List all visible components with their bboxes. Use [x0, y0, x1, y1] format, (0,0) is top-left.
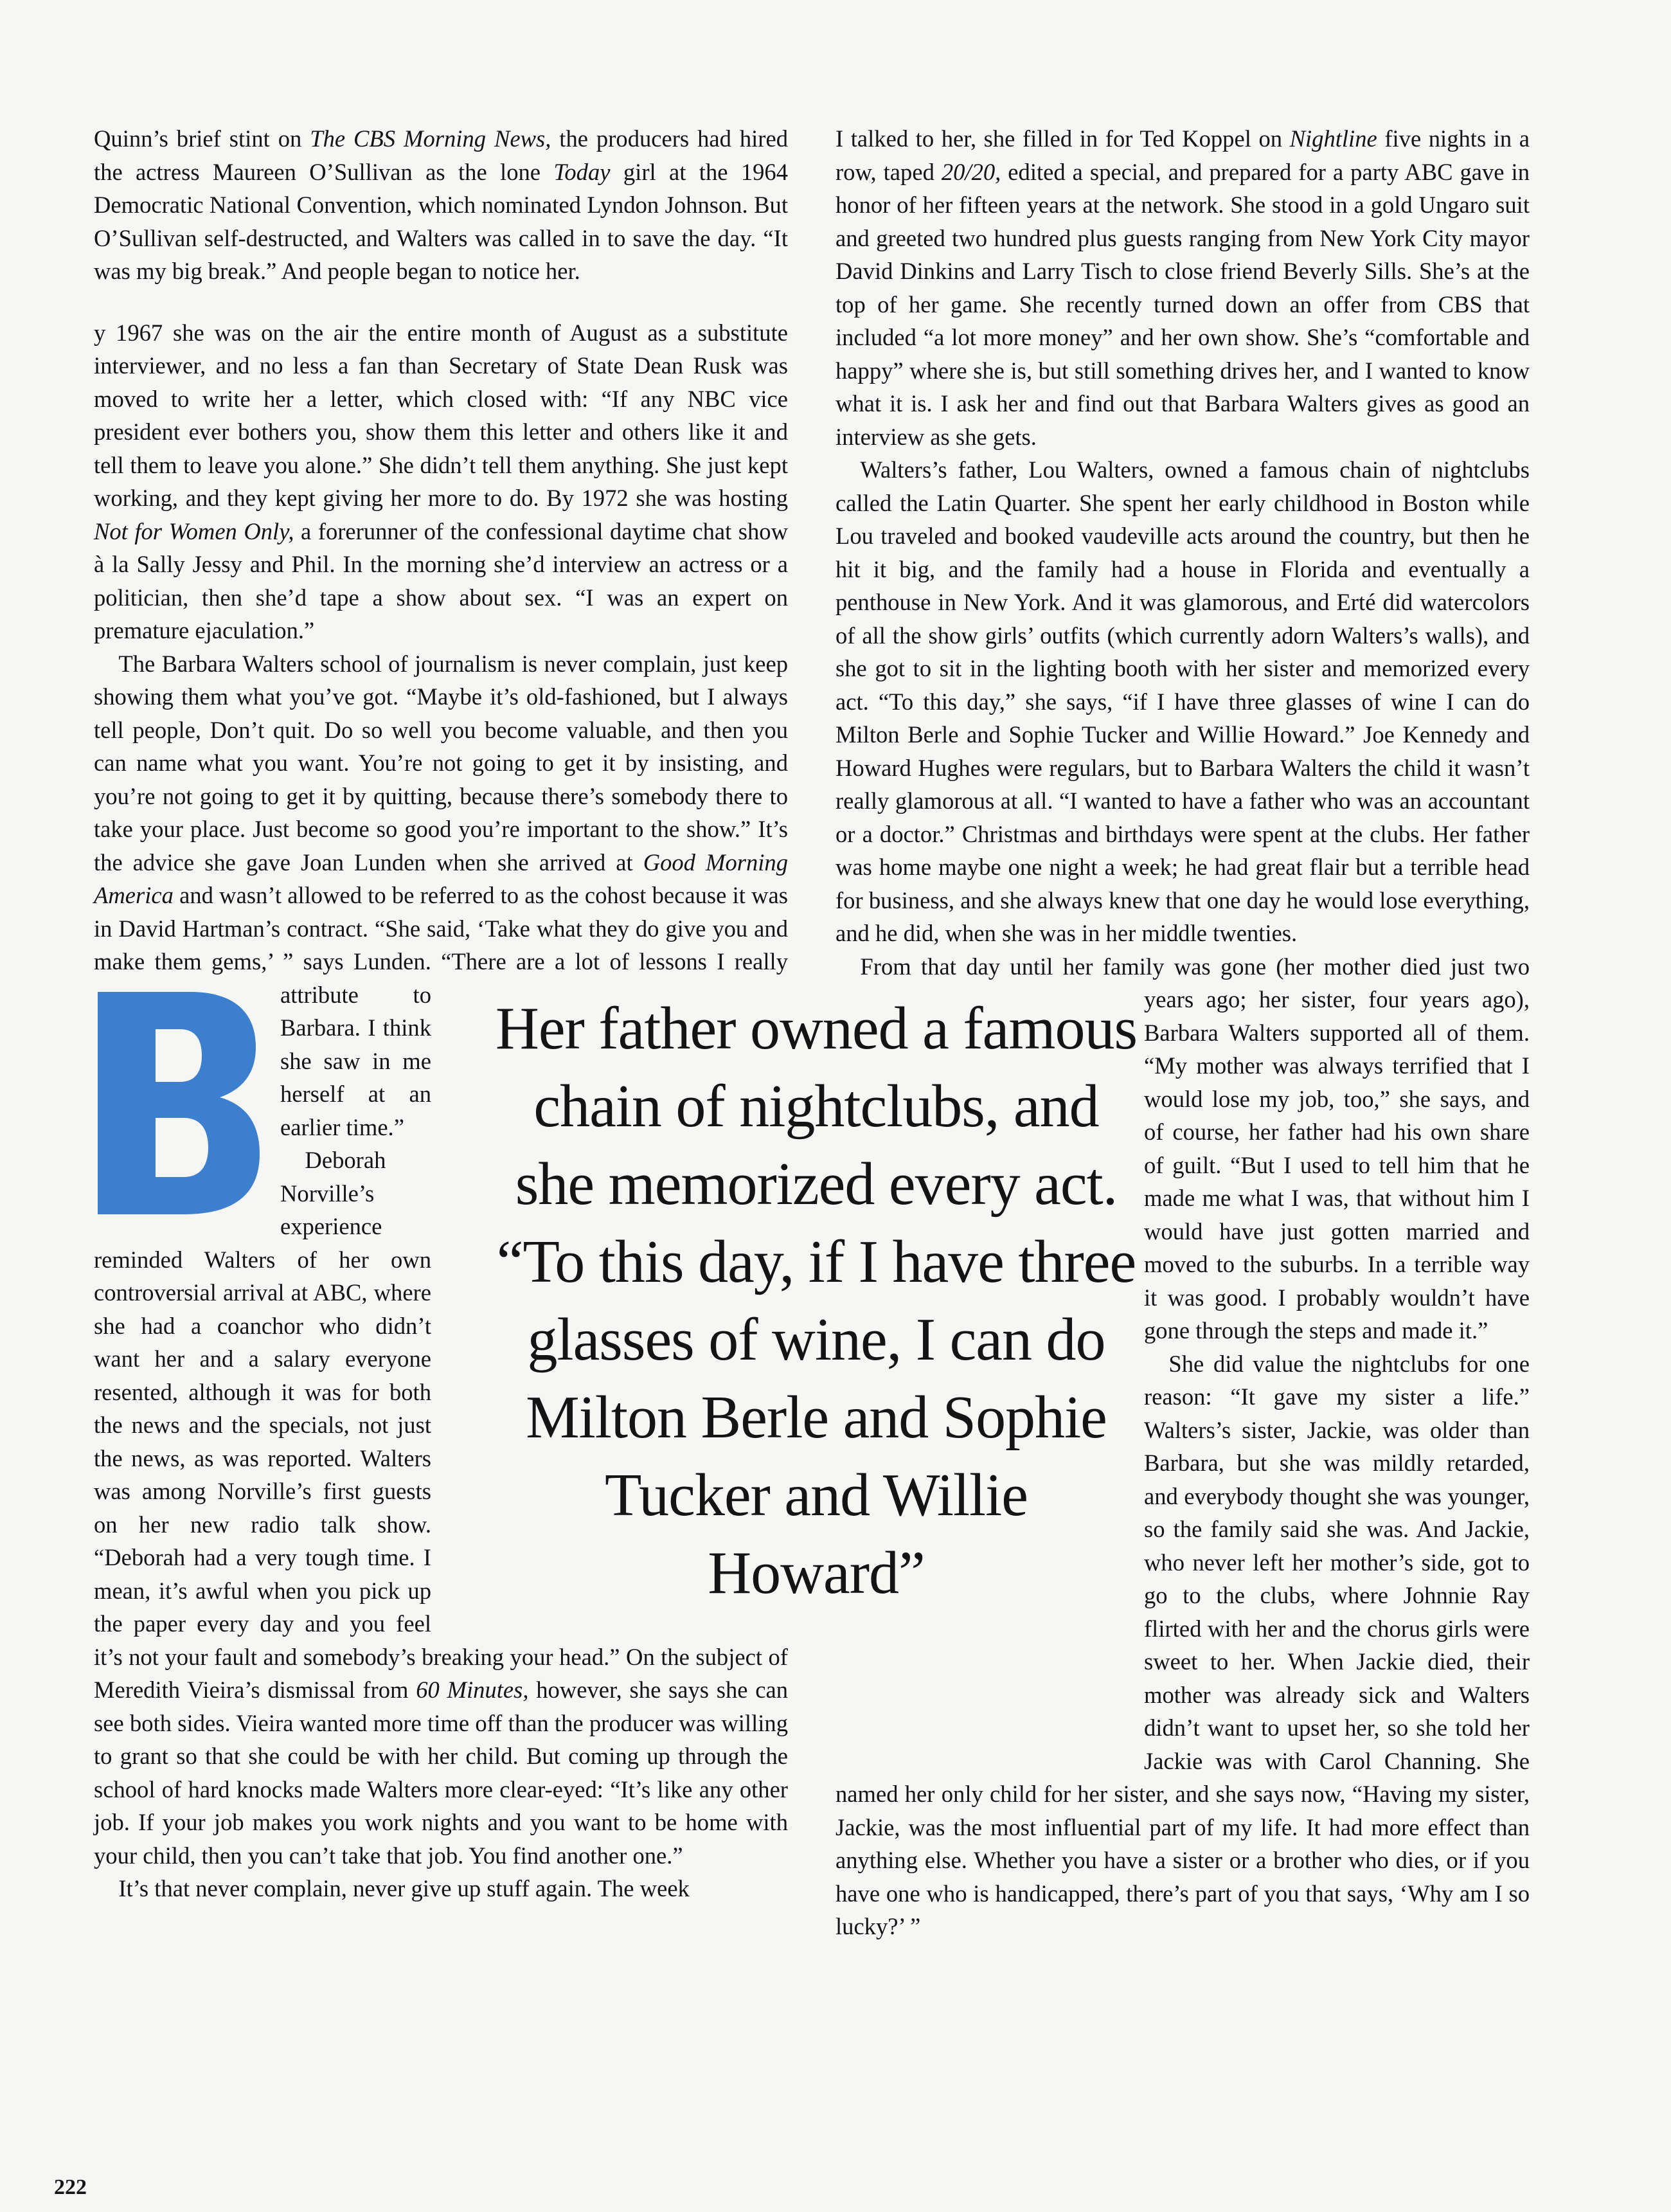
paragraph: From that day until her family was gone (her mother died just two years ago; her sister, four years ago), Barbara Walters supported all of them. “My mother was always terrified that I would lose my job, too,” she says, and of course, her father had his own share of guilt. “But I used to tell him that he made me what I was, that without him I would have just gotten married and moved to the suburbs. In a terrible way it was good. I probably wouldn’t have gone through the steps and made it.”	[860, 953, 1530, 1344]
paragraph: I talked to her, she filled in for Ted Koppel on Nightline five nights in a row, taped 20/20, edited a special, and prepared for a party ABC gave in honor of her fifteen years at the network. She stood in a gold Ungaro suit and greeted two hundred plus guests ranging from New York City mayor David Dinkins and Larry Tisch to close friend Beverly Sills. She’s at the top of her game. She recently turned down an offer from CBS that included “a lot more money” and her own show. She’s “comfortable and happy” where she is, but still something drives her, and I wanted to know what it is. I ask her and find out that Barbara Walters gives as good an interview as she gets.	[836, 125, 1530, 450]
paragraph: y 1967 she was on the air the entire month of August as a substitute interviewer, and no less a fan than Secretary of State Dean Rusk was moved to write her a letter, which closed with: “If any NBC vice president ever bothers you, show them this letter and others like it and tell them to leave you alone.” She didn’t tell them anything. She just kept working, and they kept giving her more to do. By 1972 she was hosting Not for Women Only, a forerunner of the confessional daytime chat show à la Sally Jessy and Phil. In the morning she’d interview an actress or a politician, then she’d tape a show about sex. “I was an expert on premature ejaculation.”	[94, 316, 788, 647]
paragraph: She did value the nightclubs for one reason: “It gave my sister a life.” Walters’s sister, Jackie, was older than Barbara, but she was mildly retarded, and everybody thought she was younger, so the family said she was. And Jackie, who never left her mother’s side, got to go to the clubs, where Johnnie Ray flirted with her and the chorus girls were sweet to her. When Jackie died, their mother was already sick and Walters didn’t want to upset her, so she told her Jackie was with Carol Channing. She named her only child for her sister, and she says now, “Having my sister, Jackie, was the most influential part of my life. It had more effect than anything else. Whether you have a sister or a brother who dies, or if you have one who is handicapped, there’s part of you that says, ‘Why am I so lucky?’ ”	[836, 1350, 1530, 1939]
paragraph: It’s that never complain, never give up stuff again. The week	[118, 1875, 690, 1902]
paragraph: The Barbara Walters school of journalism is never complain, just keep showing them what you’ve got. “Maybe it’s old-fashioned, but I always tell people, Don’t quit. Do so well you become valuable, and then you can name what you want. You’re not going to get it by insisting, and you’re not going to get it by quitting, because there’s somebody there to take your place. Just become so good you’re important to the show.” It’s the advice she gave Joan Lunden when she arrived at Good Morning America and wasn’t allowed to be referred to as the cohost because it was in David Hartman’s contract. “She said, ‘Take what they do give you and make them gems,’ ” says Lunden. “There are a lot of lessons I really attribute to Barbara. I think she saw in me herself at an earlier time.”	[94, 650, 788, 1140]
paragraph: Quinn’s brief stint on The CBS Morning News, the producers had hired the actress Maureen O’Sullivan as the lone Today girl at the 1964 Democratic National Convention, which nominated Lyndon Johnson. But O’Sullivan self-destructed, and Walters was called in to save the day. “It was my big break.” And people began to notice her.	[94, 125, 788, 284]
pull-quote: Her father owned a famous chain of nightclubs, and she memorized every act. “To this day, if I have three glasses of wine, I can do Milton Berle and Sophie Tucker and Willie Howard”	[495, 995, 1138, 1606]
paragraph: Walters’s father, Lou Walters, owned a famous chain of nightclubs called the Latin Quarter. She spent her early childhood in Boston while Lou traveled and booked vaudeville acts around the country, but then he hit it big, and the family had a house in Florida and eventually a penthouse in New York. And it was glamorous, and Erté did watercolors of all the show girls’ outfits (which currently adorn Walters’s walls), and she got to sit in the lighting booth with her sister and memorized every act. “To this day,” she says, “if I have three glasses of wine I can do Milton Berle and Sophie Tucker and Willie Howard.” Joe Kennedy and Howard Hughes were regulars, but to Barbara Walters the child it wasn’t really glamorous at all. “I wanted to have a father who was an accountant or a doctor.” Christmas and birthdays were spent at the clubs. Her father was home maybe one night a week; he had great flair but a terrible head for business, and she always knew that one day he would lose everything, and he did, when she was in her middle twenties.	[836, 456, 1530, 946]
page-number: 222	[54, 2175, 87, 2199]
drop-cap-b	[94, 992, 261, 1223]
paragraph: Deborah Norville’s experience reminded Walters of her own controversial arrival at ABC, where she had a coanchor who didn’t want her and a salary everyone resented, although it was for both the news and the specials, not just the news, as was reported. Walters was among Norville’s first guests on her new radio talk show. “Deborah had a very tough time. I mean, it’s awful when you pick up the paper every day and you feel it’s not your fault and somebody’s breaking your head.” On the subject of Meredith Vieira’s dismissal from 60 Minutes, however, she says she can see both sides. Vieira wanted more time off than the producer was willing to grant so that she could be with her child. But coming up through the school of hard knocks made Walters more clear-eyed: “It’s like any other job. If your job makes you work nights and you want to be home with your child, then you can’t take that job. You find another one.”	[94, 1147, 788, 1869]
